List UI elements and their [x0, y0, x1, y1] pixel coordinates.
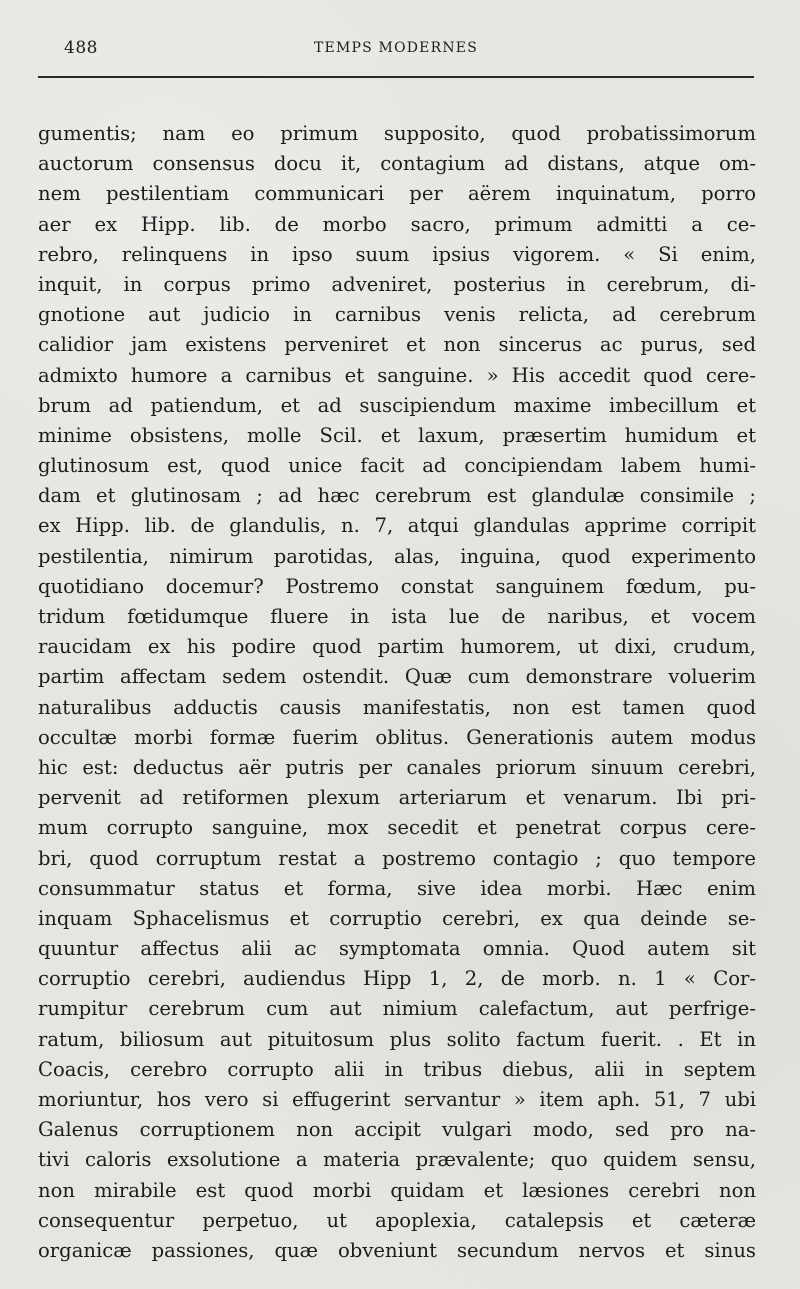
body-line: ex Hipp. lib. de glandulis, n. 7, atqui glandulas apprime corripit — [38, 514, 756, 538]
body-line: hic est: deductus aër putris per canales priorum sinuum cerebri, — [38, 755, 756, 779]
body-line: quuntur affectus alii ac symptomata omnia. Quod autem sit — [38, 937, 756, 961]
body-line: tivi caloris exsolutione a materia prævalente; quo quidem sensu, — [38, 1148, 756, 1172]
body-line: mum corrupto sanguine, mox secedit et penetrat corpus cere- — [38, 816, 756, 840]
body-line: nem pestilentiam communicari per aërem inquinatum, porro — [38, 182, 756, 206]
body-line: calidior jam existens perveniret et non sincerus ac purus, sed — [38, 333, 756, 357]
body-line: corruptio cerebri, audiendus Hipp 1, 2, de morb. n. 1 « Cor- — [38, 967, 756, 991]
body-line: moriuntur, hos vero si effugerint servantur » item aph. 51, 7 ubi — [38, 1088, 756, 1111]
body-line: glutinosum est, quod unice facit ad concipiendam labem humi- — [38, 454, 756, 478]
header-rule — [38, 76, 754, 78]
body-line: admixto humore a carnibus et sanguine. » His accedit quod cere- — [38, 363, 756, 387]
body-line: minime obsistens, molle Scil. et laxum, præsertim humidum et — [38, 423, 756, 447]
body-line: raucidam ex his podire quod partim humorem, ut dixi, crudum, — [38, 635, 756, 659]
body-line: consequentur perpetuo, ut apoplexia, catalepsis et cæteræ — [38, 1208, 756, 1232]
body-line: gumentis; nam eo primum supposito, quod probatissimorum — [38, 122, 756, 145]
body-text — [38, 119, 756, 1266]
body-line: aer ex Hipp. lib. de morbo sacro, primum admitti a ce- — [38, 212, 756, 236]
body-line: ratum, biliosum aut pituitosum plus solito factum fuerit. . Et in — [38, 1027, 756, 1051]
body-line: gnotione aut judicio in carnibus venis relicta, ad cerebrum — [38, 303, 756, 327]
running-title: TEMPS MODERNES — [313, 40, 478, 56]
body-line: Galenus corruptionem non accipit vulgari modo, sed pro na- — [38, 1118, 756, 1142]
body-line: tridum fœtidumque fluere in ista lue de naribus, et vocem — [38, 605, 756, 628]
body-line: Coacis, cerebro corrupto alii in tribus diebus, alii in septem — [38, 1057, 756, 1081]
body-line: pervenit ad retiformen plexum arteriarum et venarum. Ibi pri- — [38, 786, 756, 810]
body-line: brum ad patiendum, et ad suscipiendum maxime imbecillum et — [38, 393, 756, 417]
body-line: organicæ passiones, quæ obveniunt secundum nervos et sinus — [38, 1238, 756, 1262]
body-line: rumpitur cerebrum cum aut nimium calefactum, aut perfrige- — [38, 997, 756, 1021]
body-line: partim affectam sedem ostendit. Quæ cum demonstrare voluerim — [38, 665, 756, 689]
body-line: rebro, relinquens in ipso suum ipsius vigorem. « Si enim, — [38, 242, 756, 266]
page-number: 488 — [64, 38, 98, 58]
body-line: consummatur status et forma, sive idea morbi. Hæc enim — [38, 876, 756, 900]
body-line: pestilentia, nimirum parotidas, alas, inguina, quod experimento — [38, 544, 756, 568]
body-line: non mirabile est quod morbi quidam et læsiones cerebri non — [38, 1178, 756, 1202]
body-line: auctorum consensus docu it, contagium ad distans, atque om- — [38, 152, 756, 176]
body-line: naturalibus adductis causis manifestatis, non est tamen quod — [38, 695, 756, 719]
body-line: quotidiano docemur? Postremo constat sanguinem fœdum, pu- — [38, 574, 756, 598]
page-header — [38, 38, 754, 66]
body-line: bri, quod corruptum restat a postremo contagio ; quo tempore — [38, 846, 756, 870]
body-line: inquam Sphacelismus et corruptio cerebri, ex qua deinde se- — [38, 906, 756, 930]
body-line: inquit, in corpus primo adveniret, posterius in cerebrum, di- — [38, 272, 756, 296]
body-line: dam et glutinosam ; ad hæc cerebrum est glandulæ consimile ; — [38, 484, 756, 508]
body-line: occultæ morbi formæ fuerim oblitus. Generationis autem modus — [38, 725, 756, 749]
